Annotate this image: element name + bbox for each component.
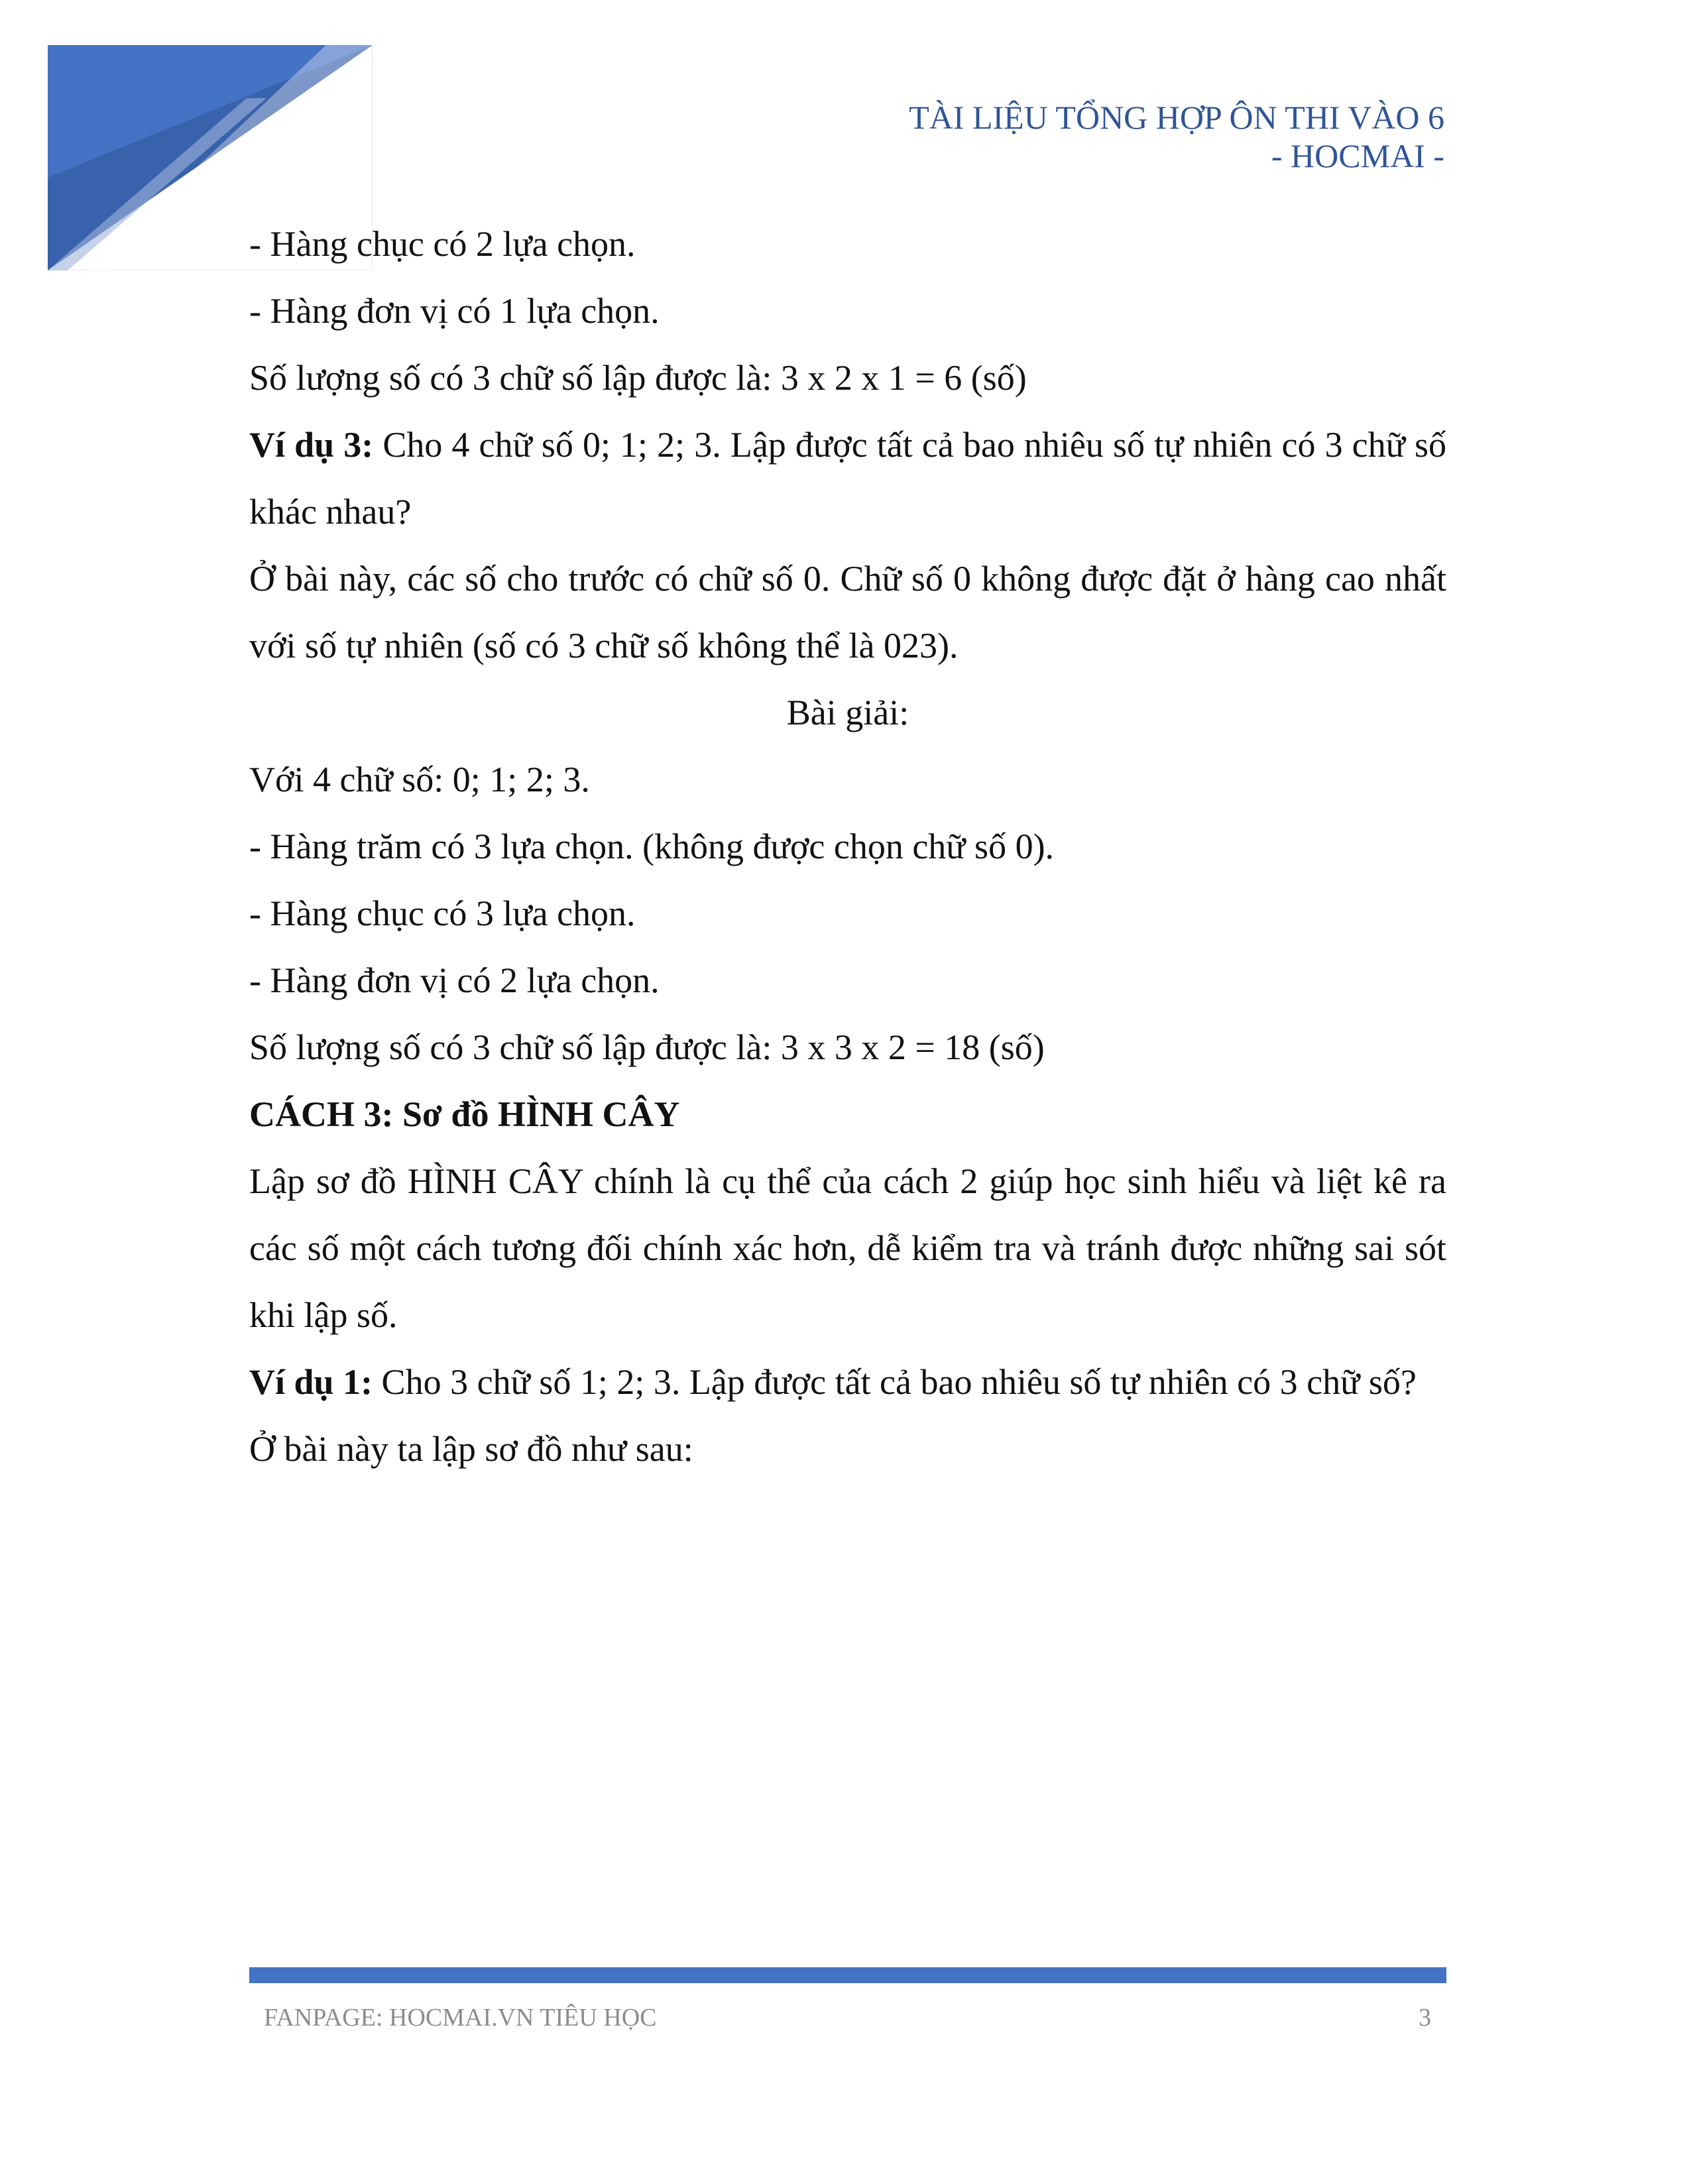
paragraph: Với 4 chữ số: 0; 1; 2; 3. [249,760,590,799]
paragraph: Số lượng số có 3 chữ số lập được là: 3 x 2 x 1 = 6 (số) [249,358,1027,398]
footer-fanpage: FANPAGE: HOCMAI.VN TIÊU HỌC [264,2004,657,2032]
paragraph: - Hàng chục có 2 lựa chọn. [249,224,636,264]
page-number: 3 [1419,2004,1431,2032]
paragraph: Số lượng số có 3 chữ số lập được là: 3 x 3 x 2 = 18 (số) [249,1027,1045,1067]
footer-divider [249,1967,1446,1983]
example-label: Ví dụ 3: [249,425,374,465]
paragraph: - Hàng đơn vị có 2 lựa chọn. [249,960,660,1000]
paragraph: - Hàng đơn vị có 1 lựa chọn. [249,291,660,331]
section-heading [249,1081,1446,1148]
paragraph: Lập sơ đồ HÌNH CÂY chính là cụ thể của cách 2 giúp học sinh hiểu và liệt kê ra các số một cách tương đối chính xác hơn, dễ kiểm tra và tránh được những sai sót khi lập số. [249,1161,1446,1335]
paragraph: - Hàng chục có 3 lựa chọn. [249,893,636,933]
solution-heading: Bài giải: [786,693,909,732]
example-text: Cho 3 chữ số 1; 2; 3. Lập được tất cả bao nhiêu số tự nhiên có 3 chữ số? [373,1362,1417,1402]
paragraph: Ở bài này ta lập sơ đồ như sau: [249,1429,693,1469]
example-3 [249,412,1446,546]
example-text: Cho 4 chữ số 0; 1; 2; 3. Lập được tất cả bao nhiêu số tự nhiên có 3 chữ số khác nhau? [249,425,1447,532]
paragraph: Ở bài này, các số cho trước có chữ số 0. Chữ số 0 không được đặt ở hàng cao nhất với số tự nhiên (số có 3 chữ số không thể là 023). [249,559,1446,665]
example-1 [249,1349,1446,1416]
paragraph: - Hàng trăm có 3 lựa chọn. (không được chọn chữ số 0). [249,827,1055,866]
header-title: TÀI LIỆU TỔNG HỢP ÔN THI VÀO 6 [909,99,1444,136]
document-header [909,98,1444,175]
header-subtitle: - HOCMAI - [1271,137,1444,174]
document-body [249,211,1446,1483]
section-heading-text: CÁCH 3: Sơ đồ HÌNH CÂY [249,1094,680,1134]
example-label: Ví dụ 1: [249,1362,373,1402]
